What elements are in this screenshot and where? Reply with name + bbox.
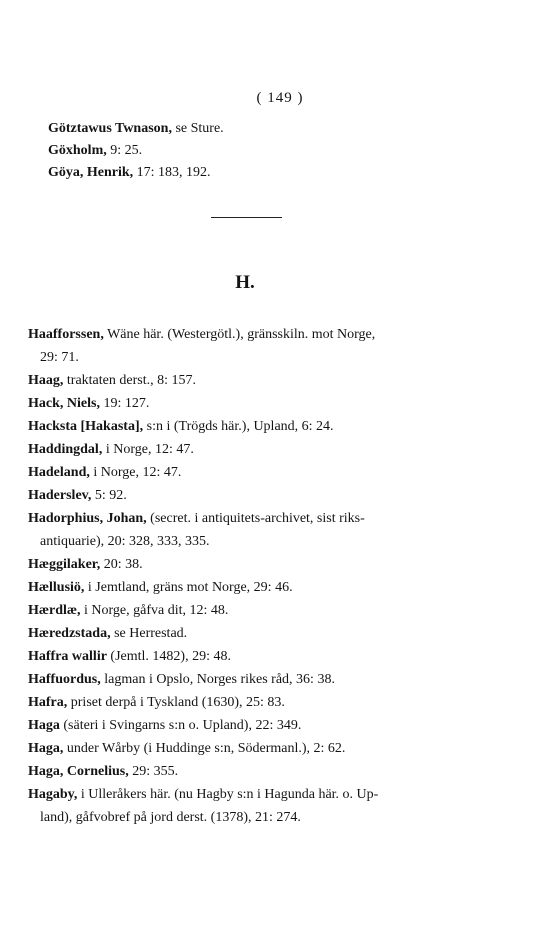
entry-headword: Haffuordus,	[28, 672, 101, 687]
index-entry	[28, 556, 143, 574]
entry-text: 29: 71.	[40, 350, 79, 365]
section-letter-heading: H.	[235, 272, 255, 293]
entry-headword: Göya, Henrik,	[48, 165, 134, 180]
index-entry-continuation	[40, 809, 301, 827]
entry-headword: Hæredzstada,	[28, 626, 111, 641]
section-divider	[211, 217, 282, 218]
index-entry	[28, 763, 178, 781]
entry-text: se Sture.	[171, 121, 224, 136]
entry-headword: Götztawus Twnason,	[48, 121, 172, 136]
entry-text: i Norge, 12: 47.	[102, 442, 194, 457]
entry-text: lagman i Opslo, Norges rikes råd, 36: 38.	[100, 672, 335, 687]
entry-text: i Jemtland, gräns mot Norge, 29: 46.	[84, 580, 293, 595]
entry-headword: Haderslev,	[28, 488, 92, 503]
entry-text: 29: 355.	[128, 764, 179, 779]
entry-headword: Hadorphius, Johan,	[28, 511, 147, 526]
entry-text: 5: 92.	[91, 488, 127, 503]
entry-text: under Wårby (i Huddinge s:n, Södermanl.), 2: 62.	[63, 741, 346, 756]
index-entry	[28, 625, 187, 643]
entry-text: 20: 38.	[100, 557, 143, 572]
entry-headword: Haga, Cornelius,	[28, 764, 129, 779]
entry-text: i Norge, gåfva dit, 12: 48.	[80, 603, 229, 618]
index-entry	[28, 510, 365, 528]
entry-headword: Haga,	[28, 741, 64, 756]
entry-headword: Hællusiö,	[28, 580, 85, 595]
entry-text: i Norge, 12: 47.	[89, 465, 182, 480]
entry-text: (secret. i antiquitets-archivet, sist riks-	[146, 511, 365, 526]
index-entry	[28, 326, 375, 344]
entry-text: i Ulleråkers här. (nu Hagby s:n i Hagunda här. o. Up-	[77, 787, 379, 802]
index-entry-continuation	[40, 533, 210, 551]
index-entry	[28, 786, 378, 804]
index-entry	[28, 648, 231, 666]
entry-text: 9: 25.	[106, 143, 143, 158]
index-entry	[28, 487, 127, 505]
index-entry	[28, 717, 301, 735]
entry-text: (Jemtl. 1482), 29: 48.	[106, 649, 231, 664]
entry-headword: Hafra,	[28, 695, 68, 710]
entry-headword: Haafforssen,	[28, 327, 104, 342]
entry-headword: Hagaby,	[28, 787, 78, 802]
index-entry	[28, 441, 194, 459]
entry-headword: Göxholm,	[48, 143, 107, 158]
index-entry	[28, 602, 228, 620]
entry-headword: Hack, Niels,	[28, 396, 100, 411]
index-entry	[28, 372, 196, 390]
index-entry	[28, 671, 335, 689]
entry-text: antiquarie), 20: 328, 333, 335.	[40, 534, 210, 549]
entry-text: 19: 127.	[99, 396, 150, 411]
entry-headword: Hæggilaker,	[28, 557, 101, 572]
index-entry	[28, 395, 149, 413]
entry-text: priset derpå i Tyskland (1630), 25: 83.	[67, 695, 285, 710]
entry-headword: Hærdlæ,	[28, 603, 81, 618]
entry-headword: Haffra wallir	[28, 649, 107, 664]
index-entry	[28, 740, 345, 758]
entry-text: Wäne här. (Westergötl.), gränsskiln. mot Norge,	[103, 327, 376, 342]
page-number: ( 149 )	[256, 90, 304, 106]
index-entry	[28, 579, 293, 597]
entry-headword: Hacksta [Hakasta],	[28, 419, 144, 434]
entry-text: se Herrestad.	[110, 626, 188, 641]
entry-text: land), gåfvobref på jord derst. (1378), 21: 274.	[40, 810, 301, 825]
index-entry	[48, 164, 211, 182]
entry-headword: Haag,	[28, 373, 64, 388]
entry-headword: Haga	[28, 718, 60, 733]
entry-headword: Hadeland,	[28, 465, 90, 480]
index-entry	[48, 120, 224, 138]
entry-headword: Haddingdal,	[28, 442, 103, 457]
entry-text: 17: 183, 192.	[133, 165, 211, 180]
index-entry	[48, 142, 142, 160]
entry-text: traktaten derst., 8: 157.	[63, 373, 196, 388]
entry-text: (säteri i Svingarns s:n o. Upland), 22: 349.	[59, 718, 302, 733]
index-entry-continuation	[40, 349, 79, 367]
index-entry	[28, 418, 334, 436]
index-entry	[28, 694, 285, 712]
entry-text: s:n i (Trögds här.), Upland, 6: 24.	[143, 419, 334, 434]
index-entry	[28, 464, 181, 482]
